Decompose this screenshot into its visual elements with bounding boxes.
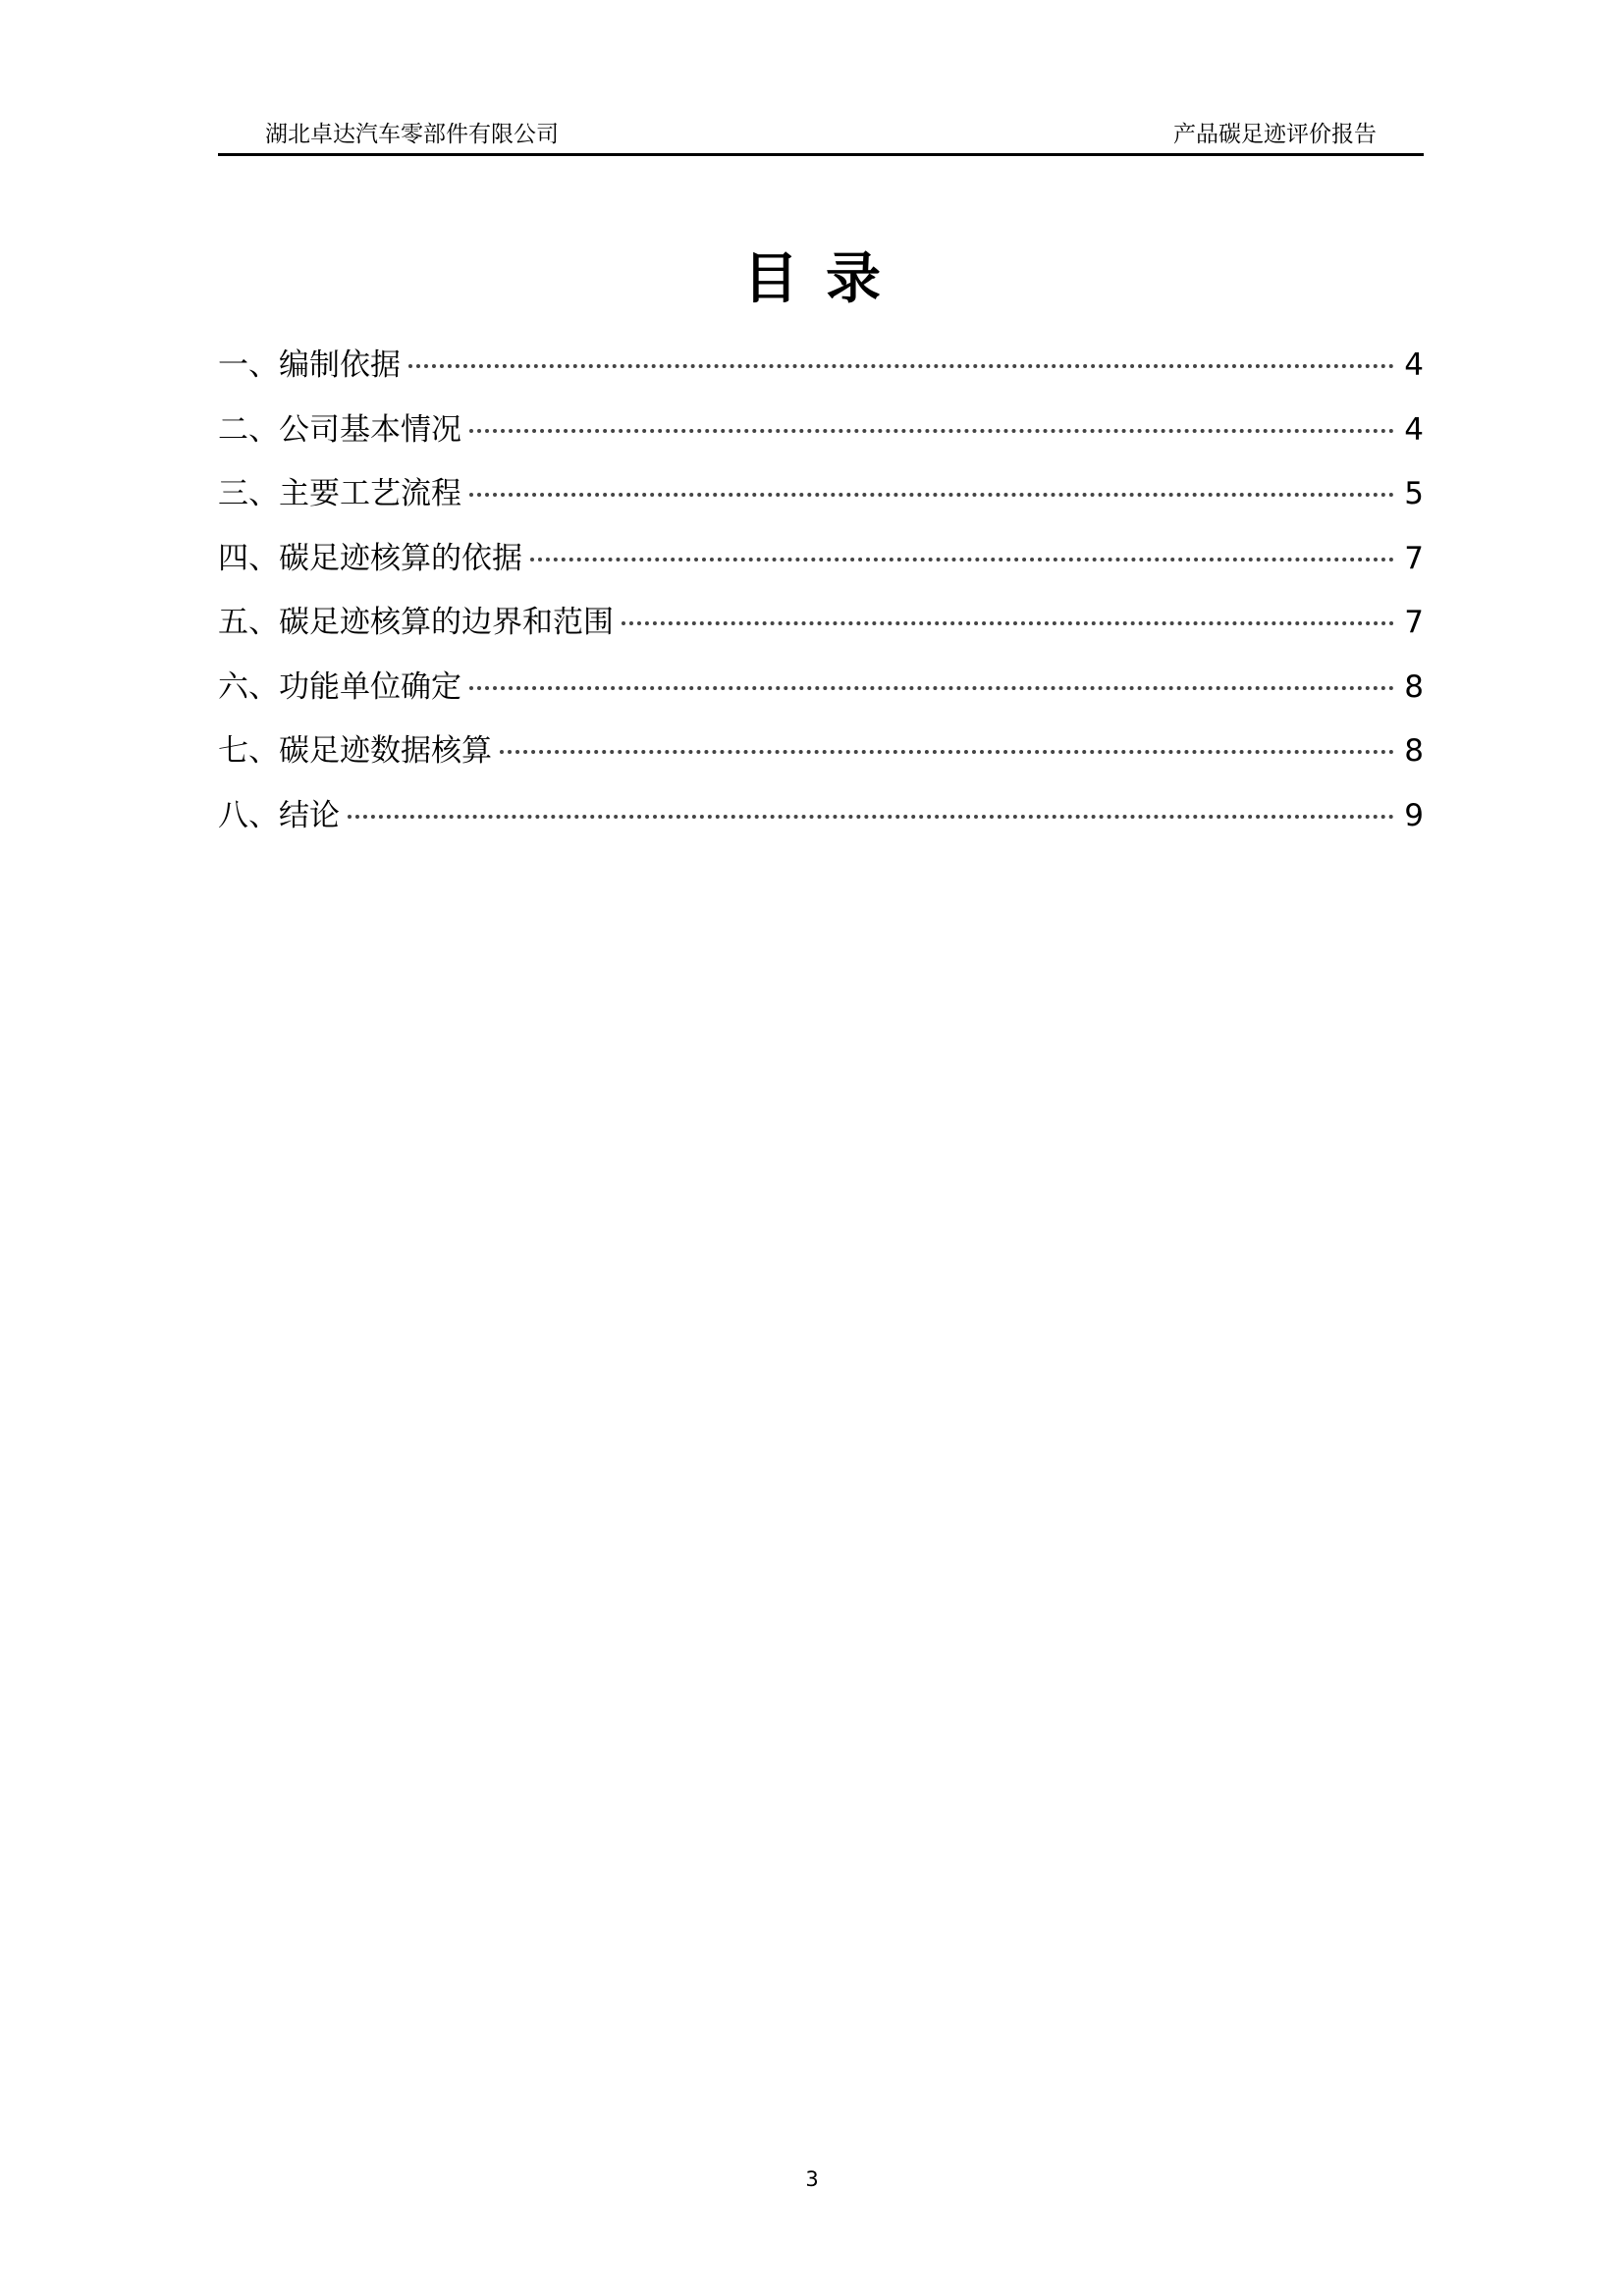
toc-entry[interactable] bbox=[218, 472, 1424, 537]
toc-entry-page[interactable]: 8 bbox=[1404, 733, 1424, 769]
toc-entry-page[interactable]: 4 bbox=[1404, 411, 1424, 448]
toc-entry[interactable] bbox=[218, 794, 1424, 859]
toc-entry-label[interactable]: 七、碳足迹数据核算 bbox=[218, 733, 492, 769]
toc-entry-label[interactable]: 四、碳足迹核算的依据 bbox=[218, 540, 522, 576]
toc-entry-label[interactable]: 二、公司基本情况 bbox=[218, 411, 461, 448]
page-header bbox=[218, 110, 1424, 156]
toc-dot-leader bbox=[469, 493, 1394, 497]
toc-entry[interactable] bbox=[218, 729, 1424, 794]
toc-entry[interactable] bbox=[218, 601, 1424, 666]
header-report-title: 产品碳足迹评价报告 bbox=[1173, 122, 1377, 147]
toc-entry-page[interactable]: 4 bbox=[1404, 347, 1424, 383]
toc-dot-leader bbox=[622, 621, 1394, 625]
toc-entry-page[interactable]: 8 bbox=[1404, 668, 1424, 705]
toc-dot-leader bbox=[348, 815, 1394, 819]
toc-entry-label[interactable]: 五、碳足迹核算的边界和范围 bbox=[218, 605, 614, 640]
toc-dot-leader bbox=[469, 429, 1394, 433]
page-number: 3 bbox=[805, 2167, 819, 2191]
toc-entry[interactable] bbox=[218, 666, 1424, 730]
toc-entry-page[interactable]: 7 bbox=[1404, 540, 1424, 576]
toc-entry[interactable] bbox=[218, 408, 1424, 473]
toc-dot-leader bbox=[469, 686, 1394, 690]
toc-entry-label[interactable]: 八、结论 bbox=[218, 797, 340, 833]
toc-entry-label[interactable]: 一、编制依据 bbox=[218, 347, 401, 383]
toc-entry[interactable] bbox=[218, 537, 1424, 602]
toc-entry[interactable] bbox=[218, 344, 1424, 408]
toc-dot-leader bbox=[530, 558, 1394, 561]
toc-entry-label[interactable]: 三、主要工艺流程 bbox=[218, 476, 461, 511]
toc-title: 目录 bbox=[743, 247, 908, 311]
toc-dot-leader bbox=[408, 364, 1394, 368]
table-of-contents bbox=[218, 344, 1424, 858]
toc-entry-page[interactable]: 7 bbox=[1404, 605, 1424, 640]
header-company-name: 湖北卓达汽车零部件有限公司 bbox=[265, 122, 559, 147]
toc-entry-label[interactable]: 六、功能单位确定 bbox=[218, 668, 461, 705]
toc-dot-leader bbox=[500, 750, 1394, 754]
toc-entry-page[interactable]: 5 bbox=[1404, 476, 1424, 511]
toc-entry-page[interactable]: 9 bbox=[1404, 797, 1424, 833]
